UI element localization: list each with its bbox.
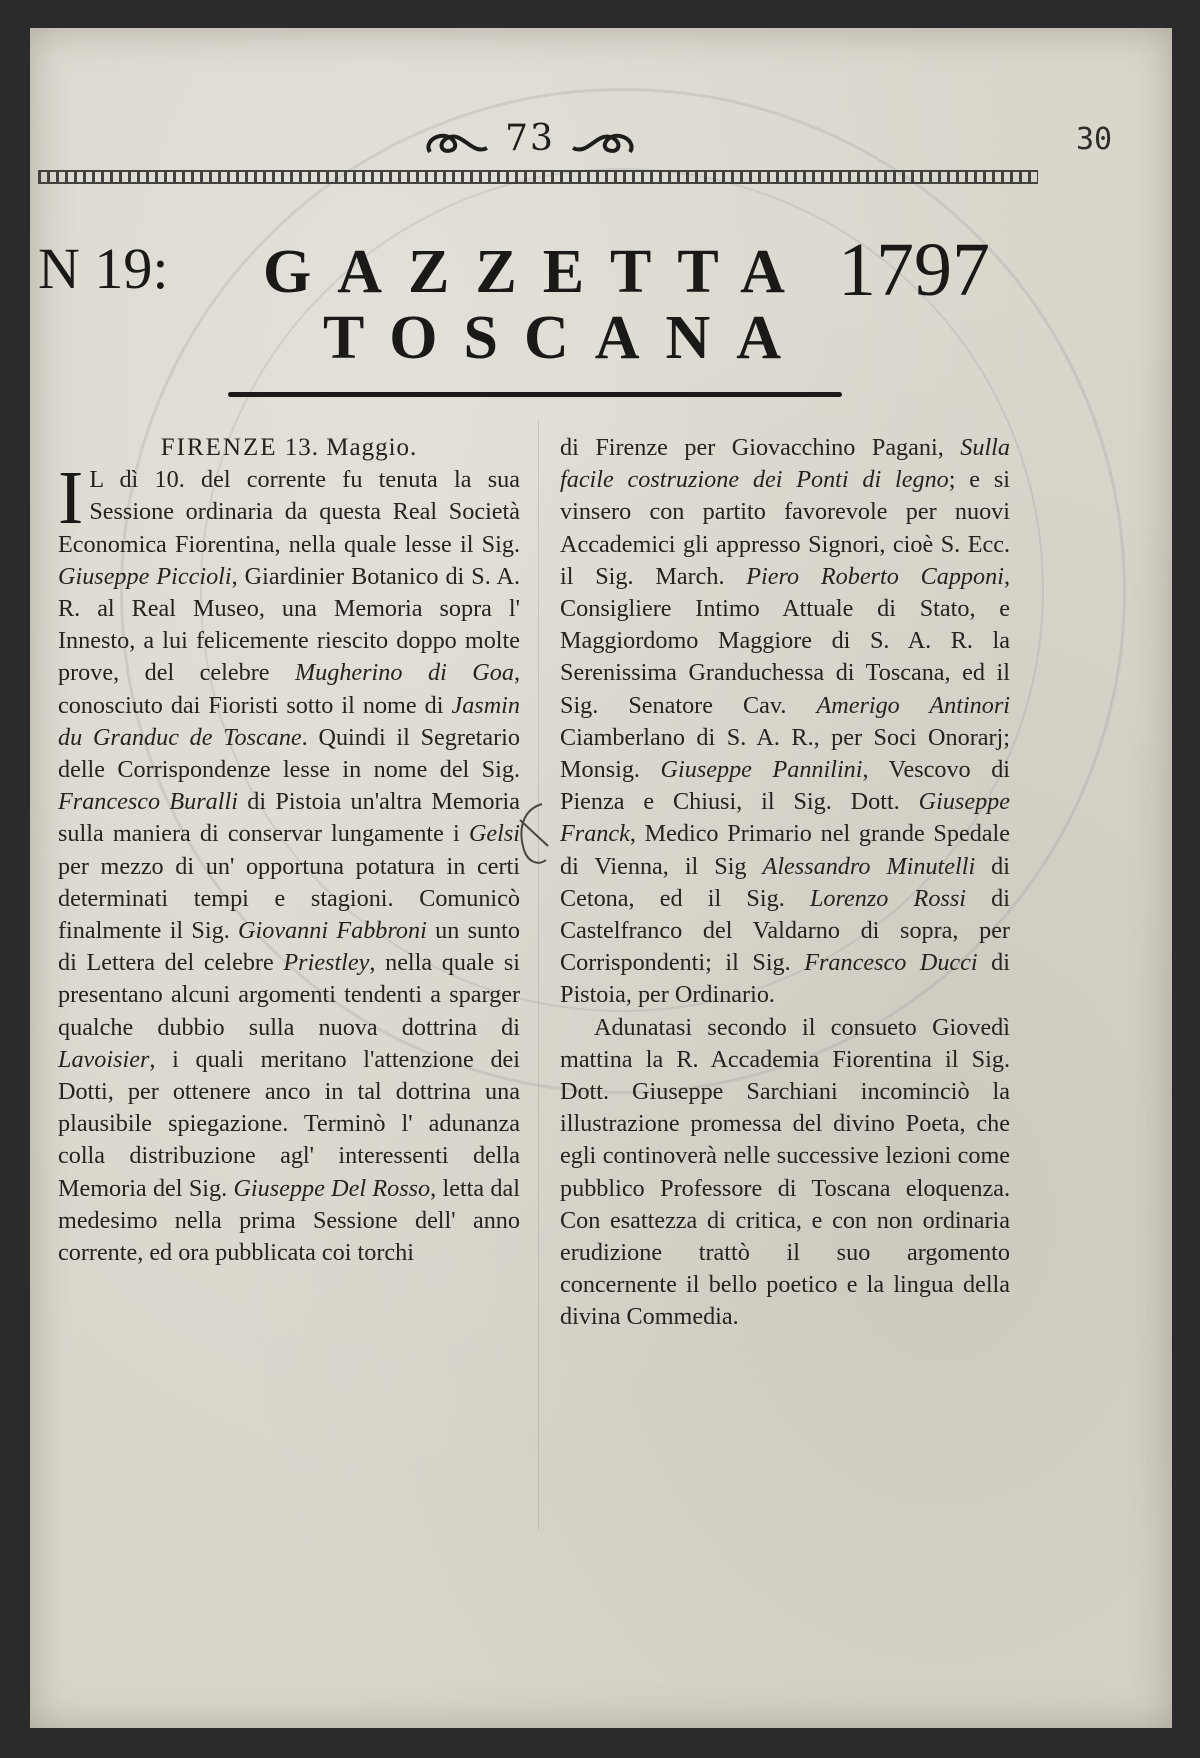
text-run: Ciamberlano di S. A. R., per Soci Onorarj; Monsig. (560, 723, 1010, 784)
masthead (38, 228, 1038, 372)
text-run: ; e si vinsero con partito favorevole per nuovi Accademici gli appresso Signori, cioè S. Ecc. il Sig. March. (560, 466, 1010, 590)
top-decorative-rule (38, 170, 1038, 184)
person-name: Giuseppe Del Rosso (233, 1174, 431, 1202)
person-name: Alessandro Minutelli (762, 852, 976, 880)
plant-name: Jasmin du Granduc de Toscane (58, 691, 520, 751)
text-run: di Cetona, ed il Sig. (560, 852, 1010, 912)
dateline-place: FIRENZE (160, 434, 278, 461)
handwritten-ink-mark-icon (512, 800, 552, 870)
text-run: di Firenze per Giovacchino Pagani, (560, 434, 961, 461)
text-run: , Medico Primario nel grande Spedale di Vienna, il Sig (560, 820, 1010, 880)
person-name: Giuseppe Franck (560, 788, 1010, 848)
column-divider (538, 420, 539, 1530)
text-run: . Quindi il Segretario delle Corrispondenze lesse in nome del Sig. (58, 723, 521, 784)
drop-cap: I (58, 456, 84, 541)
text-run: per mezzo di un' opportuna potatura in certi determinati tempi e stagioni. Comunicò finalmente il Sig. (58, 852, 520, 945)
text-run: , Consigliere Intimo Attuale di Stato, e Maggiordomo Maggiore di S. A. R. la Serenissima Granduchessa di Toscana, ed il Sig. Senatore Cav. (560, 562, 1010, 719)
article-paragraph (58, 456, 521, 1269)
page-number: 73 (505, 118, 555, 159)
masthead-underline (228, 392, 842, 397)
person-name: Francesco Buralli (58, 788, 238, 816)
text-run: , letta dal medesimo nella prima Sessione dell' anno corrente, ed ora pubblicata coi torchi (58, 1174, 520, 1267)
text-run: , Vescovo di Pienza e Chiusi, il Sig. Dott. (560, 756, 1011, 816)
work-title: Sulla facile costruzione dei Ponti di legno (560, 434, 1010, 494)
text-run: un sunto di Lettera del celebre (58, 917, 520, 977)
left-flourish-icon (422, 126, 492, 156)
text-run: di Pistoia un'altra Memoria sulla maniera di conservar lungamente i (58, 788, 521, 848)
text-run: , nella quale si presentano alcuni argomenti tendenti a sparger qualche dubbio sulla nuova dottrina di (58, 949, 520, 1041)
dateline (58, 432, 520, 464)
text-run: di Castelfranco del Valdarno di sopra, per Corrispondenti; il Sig. (560, 884, 1010, 977)
article-paragraph (560, 432, 1010, 1012)
title-line-2: TOSCANA (323, 304, 808, 372)
page-number-line (0, 118, 1060, 159)
text-run: di Pistoia, per Ordinario. (560, 949, 1010, 1009)
text-run: , Giardinier Botanico di S. A. R. al Real Museo, una Memoria sopra l' Innesto, a lui felicemente riescito doppo molte prove, del celebre (58, 562, 520, 687)
person-name: Priestley (283, 949, 370, 977)
text-run: , conosciuto dai Fioristi sotto il nome di (58, 659, 520, 719)
right-column (560, 432, 1010, 1334)
text-run: , i quali meritano l'attenzione dei Dotti, per ottenere anco in tal dottrina una plausibile spiegazione. Terminò l' adunanza colla distribuzione agl' interessenti della Memoria del Sig. (58, 1045, 520, 1202)
person-name: Lavoisier (58, 1045, 150, 1073)
plant-name: Mugherino di Goa (294, 659, 514, 687)
person-name: Francesco Ducci (804, 949, 978, 977)
archive-number: 30 (1076, 122, 1113, 157)
article-paragraph-2: Adunatasi secondo il consueto Giovedì mattina la R. Accademia Fiorentina il Sig. Dott. Giuseppe Sarchiani incominciò la illustrazione promessa del divino Poeta, che egli continoverà nelle successive lezioni come pubblico Professore di Toscana eloquenza. Con esattezza di critica, e con non ordinaria erudizione trattò il suo argomento concernente il bello poetico e la lingua della divina Commedia. (560, 1013, 1010, 1331)
person-name: Giuseppe Piccioli (58, 562, 232, 590)
person-name: Giovanni Fabbroni (238, 917, 427, 945)
person-name: Piero Roberto Capponi (746, 562, 1004, 590)
left-column (58, 432, 520, 1269)
dateline-date: 13. Maggio. (277, 434, 418, 461)
plant-name: Gelsi (468, 820, 520, 848)
person-name: Lorenzo Rossi (809, 884, 966, 912)
title-line-1: GAZZETTA (263, 238, 811, 306)
issue-number: N 19: (38, 236, 169, 301)
issue-year: 1797 (838, 228, 990, 312)
person-name: Amerigo Antinori (816, 691, 1010, 719)
person-name: Giuseppe Pannilini (660, 756, 863, 784)
text-run: L dì 10. del corrente fu tenuta la sua Sessione ordinaria da questa Real Società Economica Fiorentina, nella quale lesse il Sig. (58, 466, 520, 558)
right-flourish-icon (568, 126, 638, 156)
